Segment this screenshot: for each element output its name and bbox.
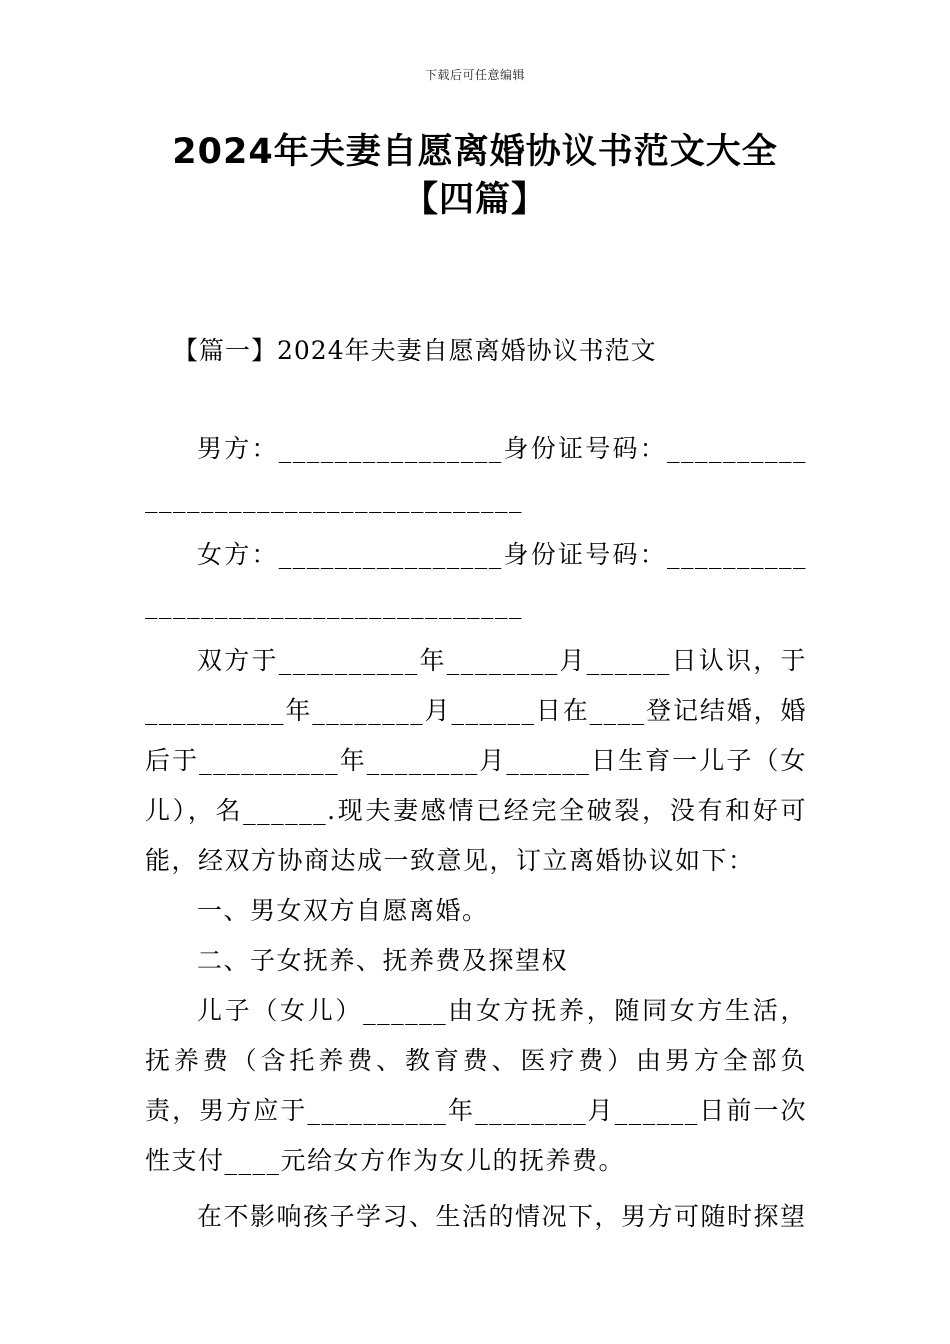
visitation-paragraph: 在不影响孩子学习、生活的情况下，男方可随时探望 [197,1202,807,1231]
female-party-line: 女方：________________身份证号码：_____________________________________ [145,540,807,619]
male-party-line: 男方：________________身份证号码：_____________________________________ [145,434,807,513]
document-body [145,424,807,1242]
header-note: 下载后可任意编辑 [424,68,525,82]
clause-two-heading: 二、子女抚养、抚养费及探望权 [197,946,569,975]
clause-one: 一、男女双方自愿离婚。 [197,896,489,925]
intro-paragraph: 双方于__________年________月______日认识，于__________年________月______日在____登记结婚，婚后于__________年________月______日生育一儿子（女儿），名______.现夫妻感情已经完全破裂，没有和好可能，经双方协商达成一致意见，订立离婚协议如下： [145,646,807,875]
custody-paragraph: 儿子（女儿）______由女方抚养，随同女方生活，抚养费（含托养费、教育费、医疗费）由男方全部负责，男方应于__________年________月______日前一次性支付____元给女方作为女儿的抚养费。 [145,996,807,1175]
document-title: 2024年夫妻自愿离婚协议书范文大全【四篇】 [172,132,778,220]
section-heading: 【篇一】2024年夫妻自愿离婚协议书范文 [173,336,657,365]
